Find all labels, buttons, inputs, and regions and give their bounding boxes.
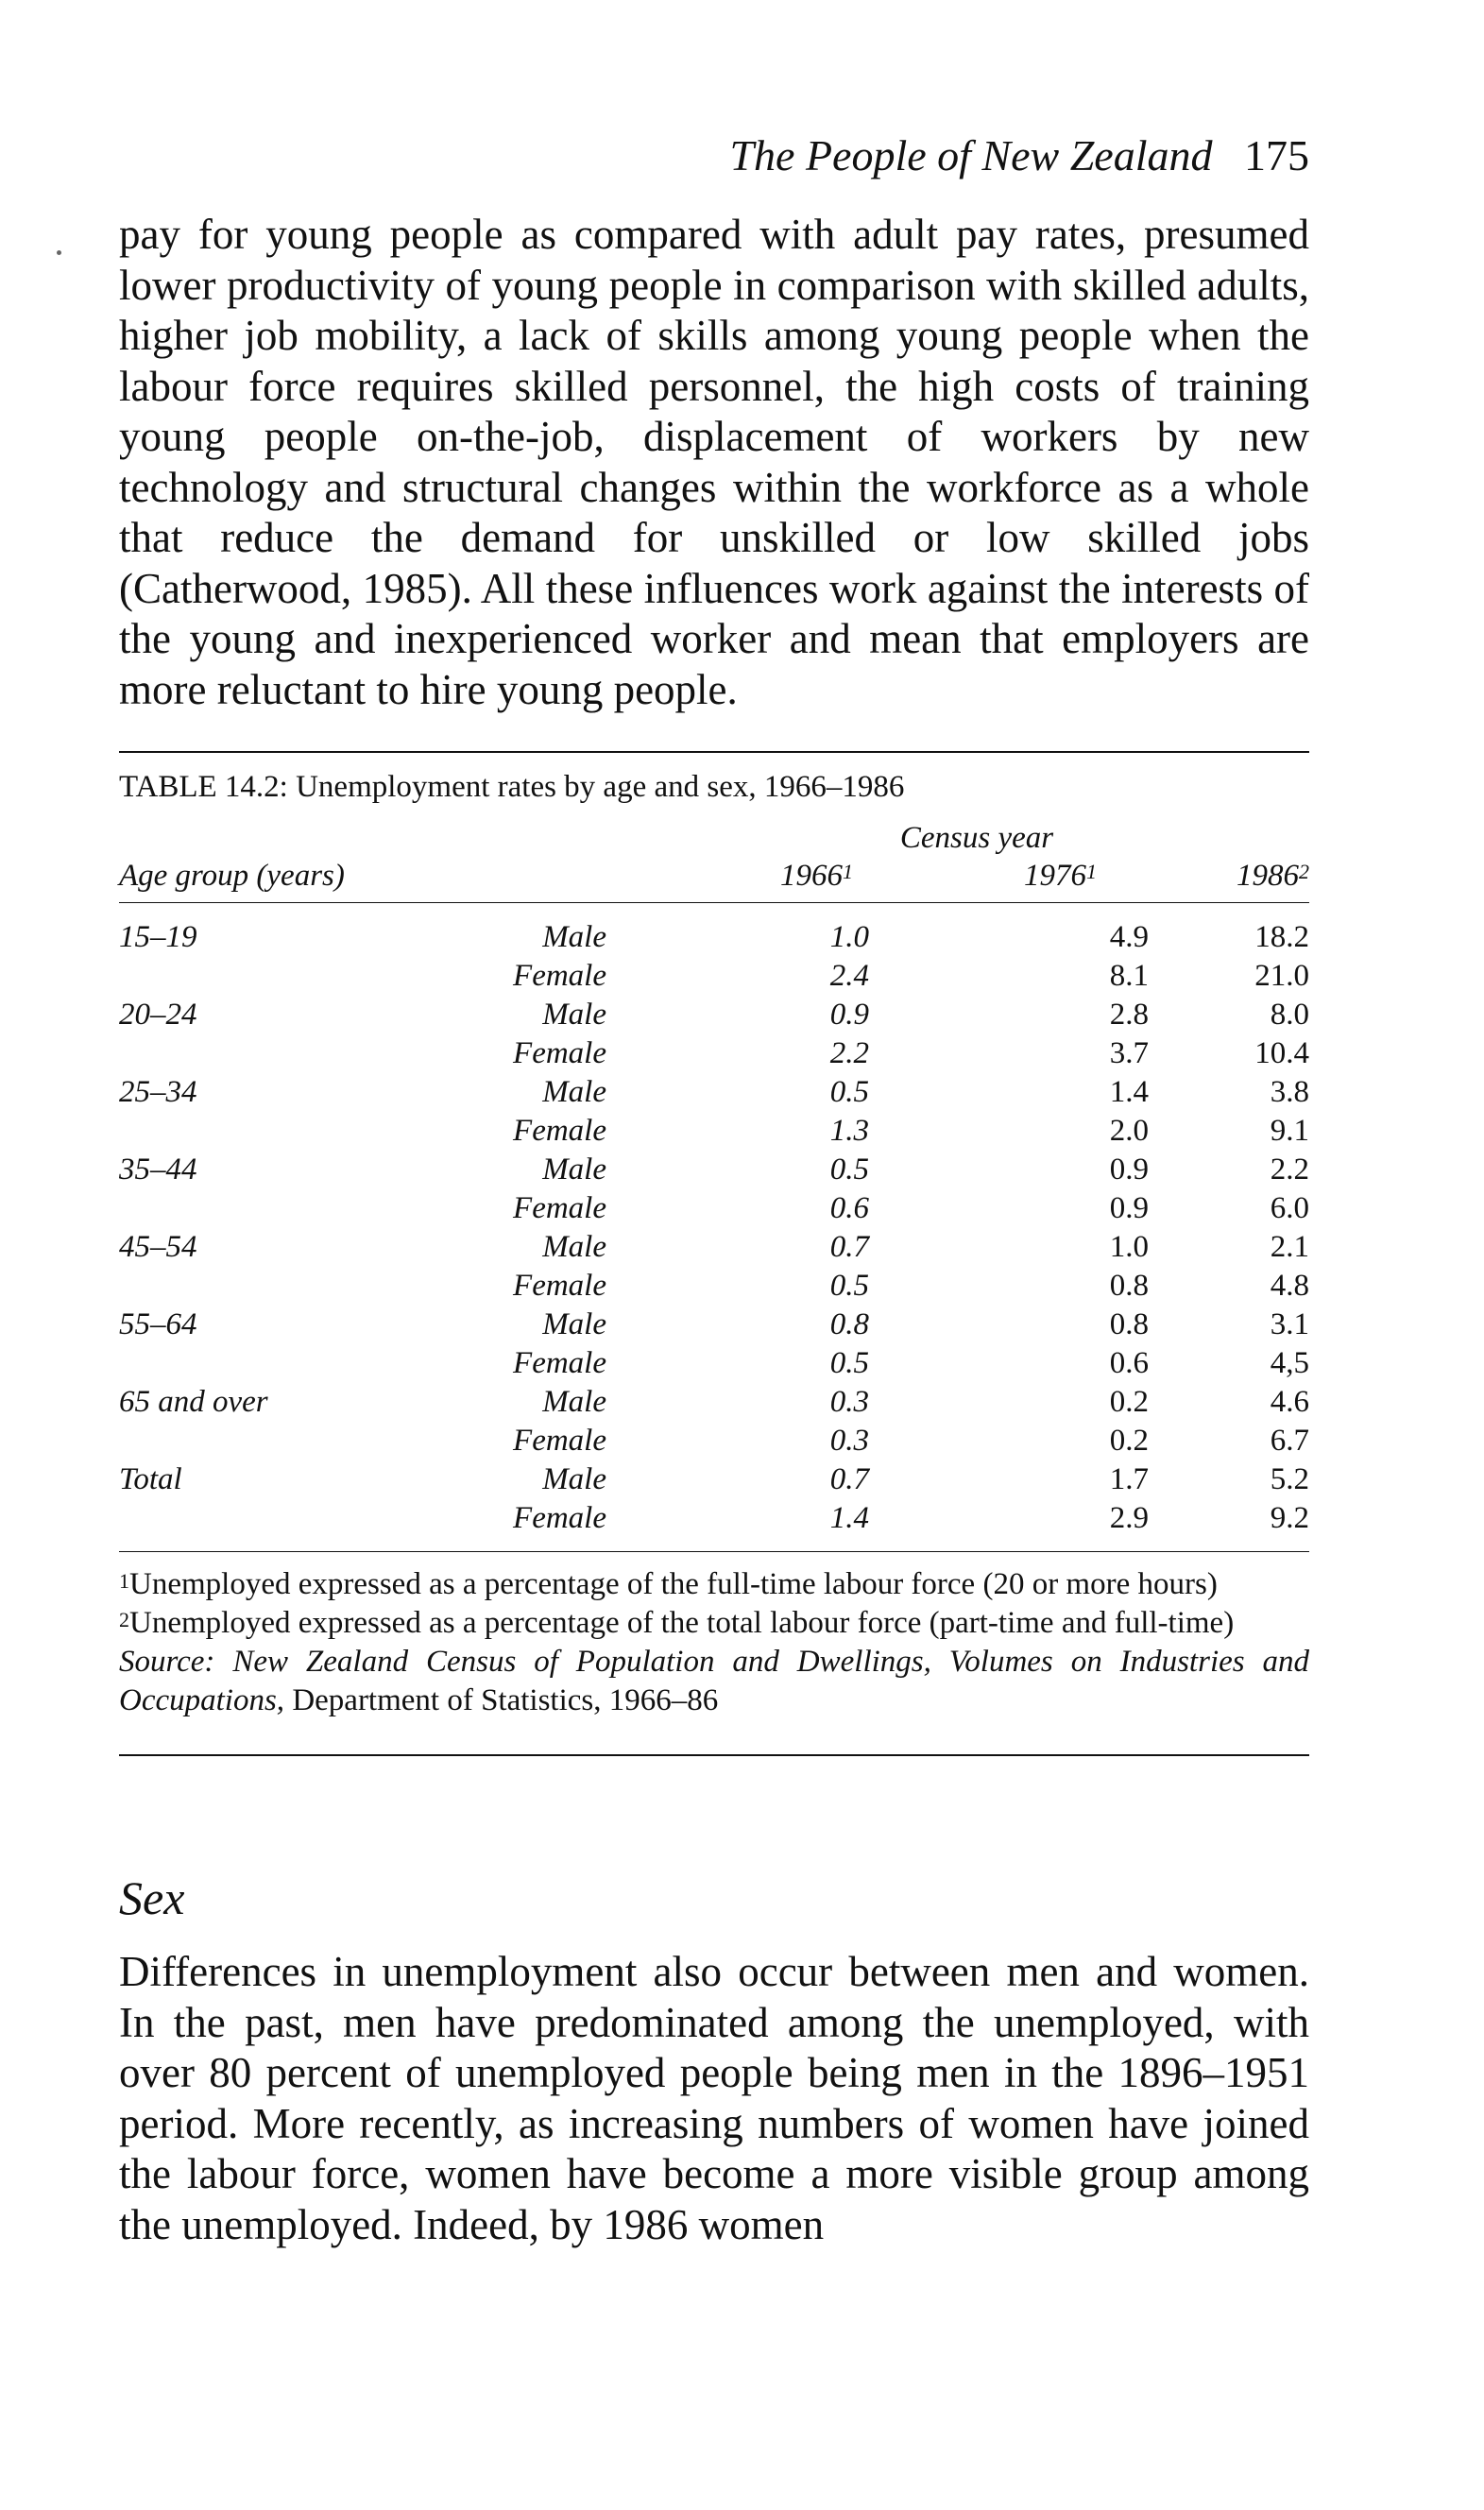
value-1986-cell: 2.2 xyxy=(1270,1153,1309,1187)
value-1966-cell: 0.5 xyxy=(829,1075,869,1109)
value-1986-cell: 3.1 xyxy=(1270,1307,1309,1341)
value-1966-cell: 0.5 xyxy=(829,1346,869,1380)
table-row xyxy=(119,1228,1309,1267)
table-bottom-rule xyxy=(119,1551,1309,1552)
sex-cell: Female xyxy=(513,1346,606,1380)
table-row xyxy=(119,1344,1309,1383)
value-1966-cell: 1.3 xyxy=(829,1114,869,1148)
sex-cell: Female xyxy=(513,1036,606,1070)
table-row xyxy=(119,918,1309,957)
value-1986-cell: 6.0 xyxy=(1270,1191,1309,1225)
value-1976-cell: 2.9 xyxy=(1109,1501,1149,1535)
sex-cell: Female xyxy=(513,1424,606,1458)
value-1986-cell: 4,5 xyxy=(1270,1346,1309,1380)
value-1966-cell: 0.7 xyxy=(829,1230,869,1264)
age-group-header: Age group (years) xyxy=(119,859,345,893)
value-1976-cell: 0.2 xyxy=(1109,1385,1149,1419)
table-row xyxy=(119,996,1309,1034)
table-row xyxy=(119,1112,1309,1151)
sex-cell: Male xyxy=(542,1230,606,1264)
value-1966-cell: 0.7 xyxy=(829,1462,869,1496)
book-page xyxy=(119,123,1309,2250)
table-row xyxy=(119,1267,1309,1306)
value-1986-cell: 6.7 xyxy=(1270,1424,1309,1458)
value-1976-cell: 3.7 xyxy=(1109,1036,1149,1070)
value-1986-cell: 10.4 xyxy=(1254,1036,1309,1070)
value-1966-cell: 1.4 xyxy=(829,1501,869,1535)
table-row xyxy=(119,1422,1309,1460)
value-1986-cell: 9.1 xyxy=(1270,1114,1309,1148)
age-cell: 15–19 xyxy=(119,920,197,954)
table-row xyxy=(119,1151,1309,1189)
table-notes xyxy=(119,1565,1309,1720)
notes-bottom-rule xyxy=(119,1754,1309,1756)
value-1966-cell: 1.0 xyxy=(829,920,869,954)
table-row xyxy=(119,1499,1309,1538)
sex-cell: Female xyxy=(513,1191,606,1225)
value-1976-cell: 1.7 xyxy=(1109,1462,1149,1496)
value-1966-cell: 0.5 xyxy=(829,1153,869,1187)
value-1986-cell: 8.0 xyxy=(1270,998,1309,1032)
sex-cell: Male xyxy=(542,1385,606,1419)
value-1976-cell: 0.8 xyxy=(1109,1307,1149,1341)
value-1986-cell: 5.2 xyxy=(1270,1462,1309,1496)
value-1966-cell: 0.3 xyxy=(829,1385,869,1419)
table-row xyxy=(119,1189,1309,1228)
margin-dot xyxy=(57,250,61,255)
section-paragraph: Differences in unemployment also occur between men and women. In the past, men have predominated among the unemployed, with over 80 percent of unemployed people being men in the 1896–1951 period. More recently, as increasing numbers of women have joined the labour force, women have become a more visible group among the unemployed. Indeed, by 1986 women xyxy=(119,1948,1309,2248)
value-1976-cell: 8.1 xyxy=(1109,959,1149,993)
table-caption: TABLE 14.2: Unemployment rates by age and sex, 1966–1986 xyxy=(119,770,905,804)
footnote-2: $^2$Unemployed expressed as a percentage of the total labour force (part-time and full-time) xyxy=(119,1606,1235,1640)
value-1966-cell: 2.2 xyxy=(829,1036,869,1070)
value-1976-cell: 4.9 xyxy=(1109,920,1149,954)
value-1976-cell: 0.8 xyxy=(1109,1269,1149,1303)
value-1986-cell: 3.8 xyxy=(1270,1075,1309,1109)
sex-cell: Male xyxy=(542,1462,606,1496)
table-row xyxy=(119,1460,1309,1499)
age-cell: 45–54 xyxy=(119,1230,197,1264)
table-body xyxy=(119,903,1309,1551)
value-1986-cell: 21.0 xyxy=(1254,959,1309,993)
value-1966-cell: 2.4 xyxy=(829,959,869,993)
value-1966-cell: 0.9 xyxy=(829,998,869,1032)
table-row xyxy=(119,1034,1309,1073)
age-cell: 65 and over xyxy=(119,1385,268,1419)
sex-cell: Male xyxy=(542,998,606,1032)
sex-cell: Male xyxy=(542,1307,606,1341)
year-header-1986: 1986$^2$ xyxy=(1237,859,1309,893)
table-source: Source: New Zealand Census of Population and Dwellings, Volumes on Industries and Occupations, Department of Statistics, 1966–86 xyxy=(119,1645,1310,1717)
footnote-1: $^1$Unemployed expressed as a percentage of the full-time labour force (20 or more hours) xyxy=(119,1567,1218,1601)
sex-cell: Female xyxy=(513,959,606,993)
running-head-title: The People of New Zealand xyxy=(729,131,1213,179)
sex-cell: Male xyxy=(542,1153,606,1187)
value-1966-cell: 0.8 xyxy=(829,1307,869,1341)
year-header-1966: 1966$^1$ xyxy=(780,859,853,893)
value-1966-cell: 0.6 xyxy=(829,1191,869,1225)
sex-cell: Female xyxy=(513,1269,606,1303)
age-cell: 25–34 xyxy=(119,1075,197,1109)
value-1986-cell: 9.2 xyxy=(1270,1501,1309,1535)
value-1986-cell: 2.1 xyxy=(1270,1230,1309,1264)
unemployment-table xyxy=(119,751,1309,1756)
value-1976-cell: 1.0 xyxy=(1109,1230,1149,1264)
value-1976-cell: 0.6 xyxy=(1109,1346,1149,1380)
value-1986-cell: 18.2 xyxy=(1254,920,1309,954)
value-1976-cell: 2.8 xyxy=(1109,998,1149,1032)
age-cell: 20–24 xyxy=(119,998,197,1032)
sex-cell: Female xyxy=(513,1501,606,1535)
value-1986-cell: 4.6 xyxy=(1270,1385,1309,1419)
sex-cell: Male xyxy=(542,920,606,954)
table-row xyxy=(119,1073,1309,1112)
table-row xyxy=(119,1306,1309,1344)
value-1976-cell: 2.0 xyxy=(1109,1114,1149,1148)
census-year-spanner: Census year xyxy=(899,821,1054,855)
page-number: 175 xyxy=(1244,131,1309,179)
sex-cell: Male xyxy=(542,1075,606,1109)
table-row xyxy=(119,1383,1309,1422)
section-heading: Sex xyxy=(119,1871,185,1924)
value-1976-cell: 0.9 xyxy=(1109,1153,1149,1187)
year-header-1976: 1976$^1$ xyxy=(1024,859,1097,893)
table-row xyxy=(119,957,1309,996)
age-cell: 35–44 xyxy=(119,1153,197,1187)
value-1976-cell: 1.4 xyxy=(1109,1075,1149,1109)
table-top-rule xyxy=(119,751,1309,753)
age-cell: Total xyxy=(119,1462,182,1496)
value-1966-cell: 0.5 xyxy=(829,1269,869,1303)
value-1976-cell: 0.9 xyxy=(1109,1191,1149,1225)
sex-cell: Female xyxy=(513,1114,606,1148)
value-1976-cell: 0.2 xyxy=(1109,1424,1149,1458)
table-column-headers xyxy=(119,808,1309,902)
running-head xyxy=(119,123,1309,189)
intro-paragraph: pay for young people as compared with adult pay rates, presumed lower productivity of young people in comparison with skilled adults, higher job mobility, a lack of skills among young people when the labour force requires skilled personnel, the high costs of training young people on-the-job, displacement of workers by new technology and structural changes within the workforce as a whole that reduce the demand for unskilled or low skilled jobs (Catherwood, 1985). All these influences work against the interests of the young and inexperienced worker and mean that employers are more reluctant to hire young people. xyxy=(119,211,1309,713)
age-cell: 55–64 xyxy=(119,1307,197,1341)
value-1986-cell: 4.8 xyxy=(1270,1269,1309,1303)
value-1966-cell: 0.3 xyxy=(829,1424,869,1458)
